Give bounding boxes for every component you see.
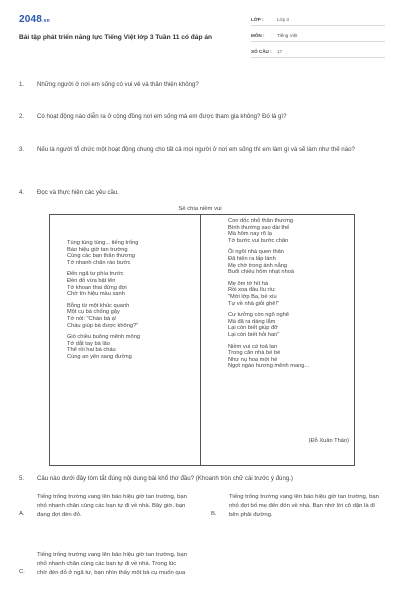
poem-line: Như nụ hoa mới hé — [228, 356, 278, 363]
document-title: Bài tập phát triển năng lực Tiếng Việt lớp 3 Tuần 11 có đáp án — [19, 34, 213, 41]
meta-key: SỐ CÂU : — [251, 49, 272, 54]
option-b[interactable] — [211, 493, 379, 520]
question-5 — [19, 474, 385, 483]
meta-row-count — [251, 46, 385, 58]
poem-line: Ngọt ngào hương mênh mang... — [228, 363, 310, 370]
option-a[interactable] — [19, 493, 187, 520]
poem-author: (Đỗ Xuân Thảo) — [308, 438, 349, 444]
poem-line: Tùng tùng tùng... tiếng trống — [67, 240, 139, 246]
meta-value: Lớp 3 — [277, 17, 289, 22]
option-text: Tiếng trống trường vang lên báo hiệu giờ tan trường, bạn nhỏ nhanh chân cùng các bạn tự đi về nhà. Bây giờ, bạn đang đợi đèn đỏ. — [37, 494, 187, 518]
poem-line: Gió chiều buông mênh mông — [67, 334, 141, 341]
poem-line: Đèn đỏ vừa bật lên — [67, 277, 116, 284]
question-2 — [19, 112, 385, 121]
poem-line: Đã hiện ra lấp lánh — [228, 255, 276, 262]
poem-line: Tớ dắt tay bà lão — [67, 340, 110, 347]
poem-line: Chờ tín hiệu màu xanh — [67, 291, 125, 298]
poem-line: Tớ nhanh chân ráo bước — [67, 259, 131, 266]
option-letter: A. — [19, 511, 25, 517]
site-logo[interactable] — [19, 14, 50, 25]
poem-line: Con dốc nhỏ thân thương — [228, 218, 294, 224]
poem-box — [49, 214, 355, 466]
poem-line: Thế rồi hai bà cháu — [67, 347, 116, 354]
poem-line: Cư tưởng còn ngô nghê — [228, 312, 289, 319]
document-header — [19, 14, 385, 60]
poem-line: Cháu giúp bà được không?" — [67, 322, 139, 329]
poem-line: Lại còn biết hỏi han" — [228, 331, 280, 338]
poem-line: Ôi ngôi nhà quen thân — [228, 249, 284, 256]
option-text: Tiếng trống trường vang lên báo hiệu giờ tan trường, bạn nhỏ nhanh chân cùng các bạn tự đi về nhà. Trong lúc chờ đèn đỏ ở ngã tư, bạn nhìn thấy một bà cụ muốn qua — [37, 552, 187, 576]
poem-line: Cùng an yên sang đường — [67, 353, 132, 360]
option-letter: C. — [19, 569, 25, 575]
poem-line: Tớ khoan thai đứng đợi — [67, 284, 127, 291]
poem-line: Tự về nhà giỏi ghê!" — [228, 300, 280, 307]
poem-line: "Mới lớp Ba, bé xíu — [228, 293, 277, 300]
question-number: 5. — [19, 475, 25, 482]
poem-line: Mà đã ra dáng lắm — [228, 318, 276, 325]
poem-right-column — [228, 218, 309, 370]
option-letter: B. — [211, 511, 217, 517]
question-number: 2. — [19, 113, 25, 120]
meta-value: 17 — [277, 49, 283, 54]
poem-line: Mà hôm nay rõ lạ — [228, 231, 272, 238]
poem-line: Cùng các bạn thân thương — [67, 253, 135, 260]
option-text: Tiếng trống trường vang lên báo hiệu giờ tan trường, bạn nhỏ đợi bố mẹ đến đón về nhà. Bạn nhớ lời cô dặn là đi bên phải đường. — [229, 494, 379, 518]
poem-line: Đến ngã tư phía trước — [67, 271, 124, 278]
question-text: Những người ở nơi em sống có vui vẻ và thân thiện không? — [37, 81, 199, 88]
question-number: 3. — [19, 146, 25, 153]
question-text: Đọc và thực hiện các yêu cầu. — [37, 189, 119, 196]
meta-row-class — [251, 14, 385, 26]
question-text: Có hoạt động nào diễn ra ở cộng đồng nơi em sống mà em được tham gia không? Đó là gì? — [37, 113, 287, 120]
question-4 — [19, 188, 385, 197]
meta-key: MÔN : — [251, 33, 265, 38]
poem-line: Rồi xoa đầu líu ríu: — [228, 287, 276, 294]
meta-key: LỚP : — [251, 17, 264, 22]
poem-line: Tớ nói: "Cháo bà ạ! — [67, 315, 117, 322]
meta-value: Tiếng Việt — [277, 33, 298, 38]
option-c[interactable] — [19, 551, 187, 578]
poem-line: Niềm vui cứ toả lan — [228, 343, 278, 350]
poem-title: Sẻ chia niềm vui — [178, 206, 222, 212]
poem-line: Một cụ bà chống gậy — [67, 309, 120, 316]
question-text: Nếu là người tổ chức một hoạt động chung cho tất cả mọi người ở nơi em sống thì em làm gì và sẽ làm như thế nào? — [37, 146, 355, 153]
poem-divider — [200, 215, 201, 465]
logo-suffix: .vn — [42, 18, 50, 24]
logo-main: 2048 — [19, 14, 43, 25]
poem-line: Bình thường sao dài thế — [228, 224, 290, 231]
poem-line: Trong căn nhà bé bé — [228, 350, 281, 357]
poem-line: Bỗng từ một khúc quanh — [67, 302, 130, 309]
poem-line: Mẹ ôm tớ hít hà — [228, 280, 269, 287]
question-1 — [19, 80, 385, 89]
question-number: 4. — [19, 189, 25, 196]
meta-row-subject — [251, 30, 385, 42]
document-meta — [251, 14, 385, 58]
question-text: Câu nào dưới đây tóm tắt đúng nội dung bài khổ thơ đầu? (Khoanh tròn chữ cái trước ý đúng.) — [37, 475, 293, 482]
poem-line: Báo hiệu giờ tan trường — [67, 246, 128, 253]
question-number: 1. — [19, 81, 25, 88]
poem-line: Lại còn biết giúp đỡ — [228, 325, 278, 332]
question-3 — [19, 145, 385, 154]
poem-line: Mẹ chờ trong ánh nắng — [228, 262, 288, 269]
poem-line: Buổi chiều hôm nhạt nhoà — [228, 269, 295, 276]
poem-left-column — [67, 240, 140, 361]
poem-line: Tớ bước vui bước chân — [228, 237, 289, 244]
